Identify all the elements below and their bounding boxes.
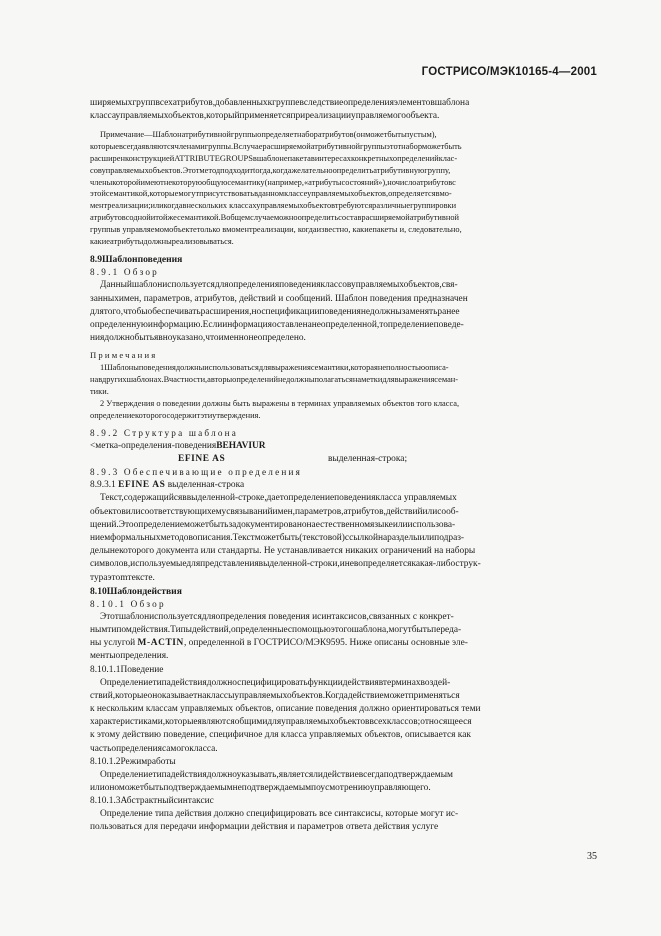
intro-paragraph [90, 97, 598, 123]
section-8-10-1-1-body [90, 677, 598, 756]
note-line: членыкоторойимеютнекоторуюобщуюсемантику(например,«атрибутысостояний»),ночислоатрибутовс [90, 177, 456, 187]
text-line: пользоваться для передачи информации действия и параметров ответа действия услуге [90, 822, 439, 833]
text-line: классауправляемыхобъектов,которыйприменяетсяприреализацииуправляемогообъекта. [90, 111, 440, 122]
text-fragment: , определенной в ГОСТРИСО/МЭК9595. Ниже описаны основные эле- [183, 638, 468, 649]
text-line: нымтипомдействия.Типыдействий,определенныеспомощьюэтогошаблона,могутбытьпереда- [90, 625, 462, 635]
template-keyword: BEHAVIUR [216, 441, 266, 452]
text-line: делынекоторого документа или стандарты. Не устанавливается никаких ограничений на наборы [90, 546, 476, 557]
note-line: группыв управляемомобъектетолько вмоментреализации, когдаизвестно, какиепакеты и, следовательно, [90, 224, 462, 234]
section-heading-8-9: 8.9Шаблонповедения [90, 254, 183, 266]
text-line: Определение типа действия должно специфицировать все синтаксисы, которые могут ис- [100, 809, 459, 820]
section-8-9-3-1-body [90, 492, 598, 584]
text-line: к нескольким классам управляемых объектов, описание поведения должно ориентироваться теми [90, 704, 481, 715]
text-line: ниемформальныхметодовописания.Текстможетбыть(текстовой)ссылкойнаразделыилиподраз- [90, 532, 465, 543]
note-line: ментреализации;иликогдавнескольких классахуправляемыхобъектовтребуютсяразличныегруппировки [90, 201, 457, 211]
subsection-heading-8-9-2: 8.9.2 Структура шаблона [90, 428, 239, 439]
heading-keyword: EFINE AS [118, 480, 166, 491]
notes-heading: Примечания [90, 350, 158, 361]
note-2 [90, 398, 598, 422]
note-line: которыевсегдаявляютсячленамигруппы.Вслучаерасширяемойатрибутивнойгруппыэтотнаборможетбыть [90, 142, 462, 152]
page-number: 35 [587, 851, 597, 862]
subsection-heading-8-10-1-1: 8.10.1.1Поведение [90, 664, 164, 675]
note-line: атрибутовсоднойитойжесемантикой.Вобщемслучаеможноопределитьсоставрасширяемойатрибутивной [90, 212, 460, 222]
note-line: расширенконструкциейATTRIBUTEGROUPSвшаблонепакетавинтересахконкретныхопределенийклас- [90, 154, 458, 163]
section-8-10-1-2-body [90, 769, 598, 795]
text-line: занныхимен, параметров, атрибутов, действий и сообщений. Шаблон поведения предназначен [90, 293, 468, 304]
note-line: определениекоторогосодержитэтиутверждения. [90, 410, 261, 420]
subsection-heading-8-10-1: 8.10.1 Обзор [90, 598, 166, 609]
text-line: ментыопределения. [90, 651, 169, 662]
text-line: символов,используемыедляпредставлениявыделенной-строки,иневопределяетсякакая-либострук- [90, 559, 481, 570]
heading-8-9-3-1 [90, 479, 598, 492]
text-line: Данныйшаблониспользуетсядляопределенияповеденияклассовуправляемыхобъектов,свя- [100, 280, 458, 291]
template-structure-line [90, 440, 598, 453]
note-line: какиеатрибутыдолжныреализовываться. [90, 236, 234, 246]
note-line: навдругихшаблонах.Вчастности,авторыопределенийнедолжныполагатьсянаметкидлявыражениясеман- [90, 375, 459, 385]
text-line: ствий,которыеоноказываетнаклассыуправляемыхобъектов.Когдадействиеможетприменяться [90, 690, 460, 701]
note-line: тики. [90, 386, 109, 396]
text-line: длятого,чтобыобеспечиватьрасширения,носпецификацииповедениянедолжнызаменятьранее [90, 306, 460, 317]
note-line: этойсемантикой,которыемогутприсутствоватьвданномклассеуправляемыхобъектов,определяетсявмо- [90, 189, 452, 199]
service-keyword: M-ACTIN [137, 638, 184, 649]
text-line: Определениетипадействиядолжноуказывать,являетсялидействиевсегдаподтверждаемым [100, 769, 453, 780]
subsection-heading-8-10-1-2: 8.10.1.2Режимработы [90, 756, 176, 767]
page-content [90, 97, 598, 835]
section-8-9-1-body [90, 279, 598, 345]
page-header: ГОСТРИСО/МЭК10165-4—2001 [421, 66, 597, 78]
text-line: ниядолжнобытьявноуказано,чтоименнонеопределено. [90, 333, 306, 344]
note-1 [90, 362, 598, 397]
note-line: Примечание—Шаблонатрибутивнойгруппыопределяетнаборатрибутов(онможетбытьпустым), [100, 130, 437, 140]
define-keyword: EFINE AS [178, 454, 226, 465]
note-line: 2 Утверждения о поведении должны быть выражены в терминах управляемых объектов того класса, [100, 398, 460, 408]
section-8-10-1-3-body [90, 808, 598, 834]
section-8-10-1-body [90, 611, 598, 664]
note-line: совуправляемыхобъектов.Этотметодподходитtогда,когдажелательноопределитьатрибутивнуюгруппу, [90, 165, 451, 175]
text-line: частьопределениясамогокласса. [90, 743, 218, 754]
define-value: выделенная-строка; [328, 454, 408, 465]
text-line: тураэтоmтексте. [90, 572, 155, 583]
text-fragment: ны услугой [90, 638, 136, 649]
text-line: определеннуюинформацию.Еслиинформацияоставленанеопределенной,топределениеповеде- [90, 319, 464, 330]
text-line: характеристиками,которыеявляютсяобщимидляуправляемыхобъектоввсехклассов;относящееся [90, 717, 472, 728]
text-line: Текст,содержащийсяввыделенной-строке,даетопределениеповедениякласса управляемых [100, 493, 457, 504]
text-line [90, 637, 598, 650]
text-line: щений.Этоопределениеможетбытьзадокументированонаестественномязыкеилииспользова- [90, 519, 456, 530]
heading-number: 8.9.3.1 [90, 480, 116, 491]
text-line: ширяемыхгруппвсехатрибутов,добавленныхкгруппевследствиеопределенияэлементовшаблона [90, 98, 470, 108]
note-main [90, 129, 598, 247]
text-line: Определениетипадействиядолжноспецифицироватьфункциидействиявтерминахвоздей- [100, 677, 451, 688]
note-line: 1Шаблоныповедениядолжныиспользоватьсядлявыражениясемантики,котораянеполностьюописа- [100, 363, 449, 373]
text-line: Этотшаблониспользуетсядляопределения поведения исинтаксисов,связанных с конкрет- [100, 611, 454, 622]
template-define-row [90, 453, 598, 466]
subsection-heading-8-10-1-3: 8.10.1.3Абстрактныйсинтаксис [90, 796, 214, 807]
text-line: объектовилисоответствующихемусвязыванийимен,параметров,атрибутов,действийилисооб- [90, 506, 459, 517]
subsection-heading-8-9-1: 8.9.1 Обзор [90, 267, 159, 278]
template-label: <метка-определения-поведения [90, 441, 217, 452]
subsection-heading-8-9-3: 8.9.3 Обеспечивающие определения [90, 467, 303, 478]
section-heading-8-10: 8.10Шаблондействия [90, 585, 182, 597]
text-line: илиономожетбытьподтверждаемымнеподтверждаемымпоусмотрениюуправляющего. [90, 783, 431, 794]
heading-rest: выделенная-строка [167, 480, 245, 491]
text-line: к этому действию поведение, специфичное для класса управляемых объектов, описывается как [90, 730, 471, 741]
